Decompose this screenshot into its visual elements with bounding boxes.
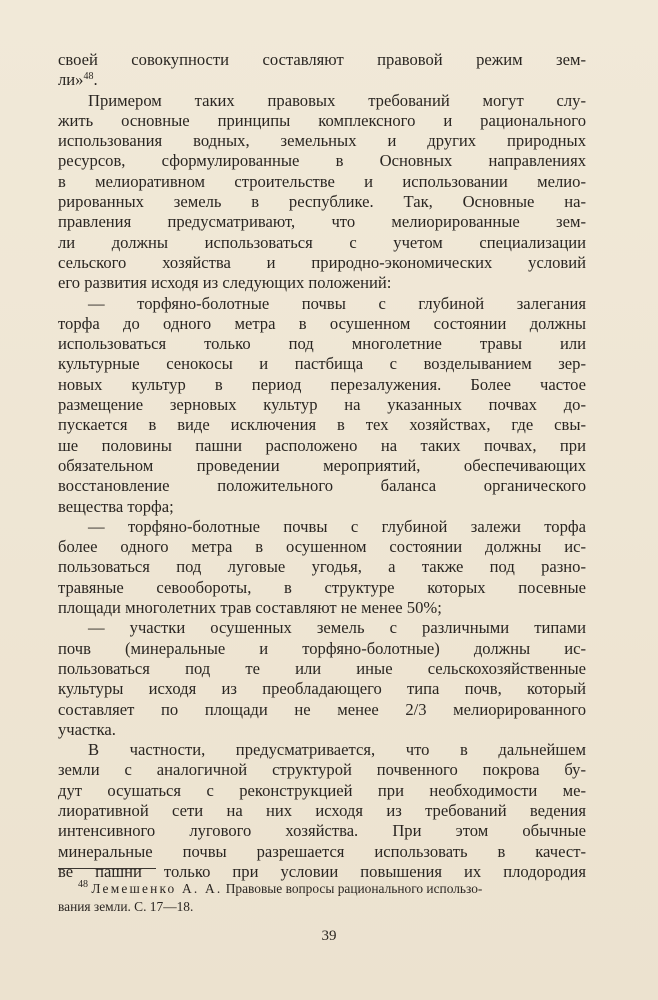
body-line: ве пашни только при условии повышения их плодородия: [58, 861, 586, 881]
body-line: использоваться только под многолетние травы или: [58, 334, 586, 354]
body-line: жить основные принципы комплексного и рационального: [58, 110, 586, 130]
body-line: — торфяно-болотные почвы с глубиной залегания: [88, 293, 586, 313]
body-line: более одного метра в осушенном состоянии должны ис-: [58, 537, 586, 557]
body-line: ли должны использоваться с учетом специализации: [58, 232, 586, 252]
body-line: травяные севообороты, в структуре которых посевные: [58, 577, 586, 597]
body-text: [58, 50, 586, 882]
footnote: [58, 880, 586, 915]
footnote-author: Лемешенко А. А.: [91, 881, 223, 896]
body-line: торфа до одного метра в осушенном состоянии должны: [58, 313, 586, 333]
body-line: участка.: [58, 719, 116, 739]
body-line: дут осушаться с реконструкцией при необходимости ме-: [58, 780, 586, 800]
body-line: почв (минеральные и торфяно-болотные) должны ис-: [58, 638, 586, 658]
body-line: пускается в виде исключения в тех хозяйствах, где свы-: [58, 415, 586, 435]
body-line: своей совокупности составляют правовой режим зем-: [58, 50, 586, 69]
body-line: его развития исходя из следующих положений:: [58, 273, 392, 293]
body-line: сельского хозяйства и природно-экономических условий: [58, 252, 586, 272]
body-line: земли с аналогичной структурой почвенного покрова бу-: [58, 760, 586, 780]
body-line: ли»$^{48}$.: [58, 70, 98, 90]
body-line: обязательном проведении мероприятий, обеспечивающих: [58, 455, 586, 475]
footnote-marker: 48: [78, 879, 88, 890]
body-line: культуры исходя из преобладающего типа почв, который: [58, 679, 586, 699]
body-line: размещение зерновых культур на указанных почвах до-: [58, 395, 586, 415]
body-line: ресурсов, сформулированные в Основных направлениях: [58, 151, 586, 171]
footnote-title: Правовые вопросы рационального использо-: [222, 881, 483, 896]
body-line: В частности, предусматривается, что в дальнейшем: [88, 740, 586, 760]
body-line: — участки осушенных земель с различными типами: [88, 618, 586, 638]
body-line: пользоваться под те или иные сельскохозяйственные: [58, 658, 586, 678]
body-line: составляет по площади не менее 2/3 мелиорированного: [58, 699, 586, 719]
body-line: восстановление положительного баланса органического: [58, 476, 586, 496]
body-line: интенсивного лугового хозяйства. При этом обычные: [58, 821, 586, 841]
footnote-reference: 48: [83, 71, 94, 83]
body-line: правления предусматривают, что мелиорированные зем-: [58, 212, 586, 232]
body-line: в мелиоративном строительстве и использовании мелио-: [58, 171, 586, 191]
body-line: Примером таких правовых требований могут слу-: [88, 90, 586, 110]
body-line: ше половины пашни расположено на таких почвах, при: [58, 435, 586, 455]
body-line: использования водных, земельных и других природных: [58, 131, 586, 151]
footnote-line: вания земли. С. 17—18.: [58, 898, 194, 914]
body-line: вещества торфа;: [58, 496, 174, 516]
body-line: — торфяно-болотные почвы с глубиной залежи торфа: [88, 516, 586, 536]
footnote-line: [58, 880, 586, 898]
body-line: минеральные почвы разрешается использовать в качест-: [58, 841, 586, 861]
page-number: 39: [321, 928, 337, 944]
body-line: культурные сенокосы и пастбища с возделыванием зер-: [58, 354, 586, 374]
footnote-divider: [58, 868, 156, 869]
body-line: рированных земель в республике. Так, Основные на-: [58, 192, 586, 212]
body-line: пользоваться под луговые угодья, а также под разно-: [58, 557, 586, 577]
body-line: площади многолетних трав составляют не менее 50%;: [58, 598, 442, 618]
body-line: лиоративной сети на них исходя из требований ведения: [58, 800, 586, 820]
body-line: новых культур в период перезалужения. Более частое: [58, 374, 586, 394]
